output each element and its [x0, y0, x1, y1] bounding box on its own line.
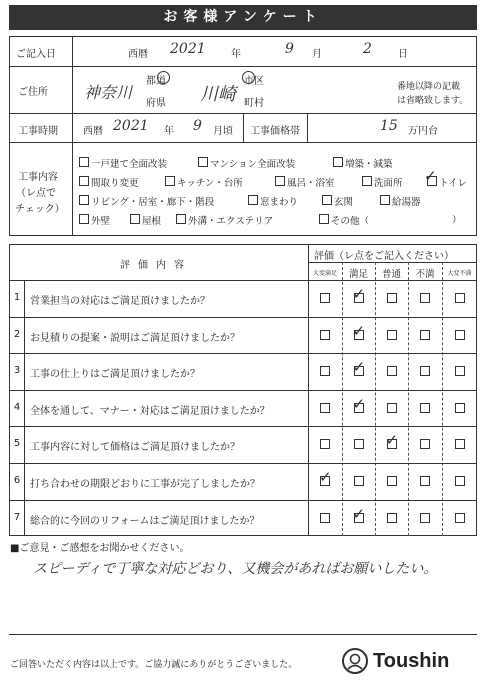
- question-number: 1: [13, 292, 21, 303]
- question-number: 5: [13, 438, 21, 450]
- entry-date-day-unit: 日: [398, 49, 408, 60]
- entry-date-label: ご記入日: [16, 49, 56, 60]
- address-prefecture[interactable]: 神奈川: [84, 83, 133, 102]
- rating-column-header: 普通: [381, 269, 401, 280]
- rating-checkbox[interactable]: [320, 439, 330, 449]
- price-range-unit: 万円台: [408, 126, 438, 137]
- rating-column-header: 不満: [415, 269, 435, 280]
- price-range-label: 工事価格帯: [250, 126, 300, 137]
- address-label: ご住所: [18, 87, 48, 98]
- address-city[interactable]: 川崎: [200, 84, 236, 105]
- content-option-label: 外溝・エクステリア: [188, 216, 274, 227]
- question-text: 工事の仕上りはご満足頂けましたか？: [30, 369, 200, 381]
- address-prefecture-units-bottom: 府県: [146, 98, 166, 109]
- entry-date-year[interactable]: 2021: [170, 41, 206, 57]
- content-checkbox[interactable]: [176, 214, 186, 224]
- rating-checkbox[interactable]: [320, 403, 330, 413]
- rating-checkbox[interactable]: [387, 330, 397, 340]
- check-mark-icon: ✓: [319, 468, 332, 486]
- rating-checkbox[interactable]: [354, 439, 364, 449]
- content-option-label: その他（: [331, 216, 370, 227]
- content-option-label: リビング・居室・廊下・階段: [91, 197, 215, 208]
- city-circle-mark: [242, 71, 255, 84]
- content-option-label: 窓まわり: [260, 197, 299, 208]
- content-option-label: キッチン・台所: [177, 178, 243, 189]
- content-option-label: 外壁: [91, 216, 111, 227]
- rating-checkbox[interactable]: [354, 476, 364, 486]
- construction-period-month[interactable]: 9: [193, 118, 202, 134]
- rating-checkbox[interactable]: [387, 476, 397, 486]
- content-option-label: 増築・減築: [345, 159, 393, 170]
- evaluation-rating-header: 評価（レ点をご記入ください）: [314, 251, 454, 262]
- rating-column-header: 大変満足: [312, 270, 337, 277]
- question-number: 3: [13, 365, 21, 377]
- rating-checkbox[interactable]: [387, 513, 397, 523]
- rating-checkbox[interactable]: [320, 513, 330, 523]
- entry-date-month-unit: 月: [312, 49, 322, 60]
- content-option-label: 風呂・浴室: [287, 178, 335, 189]
- construction-period-year[interactable]: 2021: [113, 118, 149, 134]
- check-mark-icon: ✓: [352, 394, 366, 413]
- check-mark-icon: ✓: [385, 431, 399, 450]
- content-option-label: 玄関: [334, 197, 354, 208]
- content-checkbox[interactable]: [275, 176, 285, 186]
- rating-checkbox[interactable]: [320, 293, 330, 303]
- comments-label: ■ご意見・ご感想をお聞かせください。: [10, 543, 190, 554]
- rating-checkbox[interactable]: [420, 513, 430, 523]
- check-mark-icon: ✓: [352, 321, 366, 340]
- construction-period-label: 工事時期: [18, 126, 58, 137]
- rating-checkbox[interactable]: [455, 366, 465, 376]
- check-mark-icon: ✓: [352, 504, 366, 523]
- check-mark-icon: ✓: [352, 285, 366, 303]
- content-checkbox[interactable]: [79, 195, 89, 205]
- check-mark-icon: ✓: [352, 358, 366, 377]
- rating-checkbox[interactable]: [320, 330, 330, 340]
- rating-checkbox[interactable]: [455, 476, 465, 486]
- entry-date-year-unit: 年: [231, 49, 241, 60]
- question-text: 工事内容に対して価格はご満足頂けましたか？: [30, 442, 240, 454]
- entry-date-month[interactable]: 9: [285, 41, 294, 57]
- rating-checkbox[interactable]: [320, 366, 330, 376]
- construction-period-era: 西暦: [83, 126, 103, 137]
- content-checkbox[interactable]: [79, 214, 89, 224]
- question-number: 6: [13, 475, 21, 486]
- question-text: 全体を通して、マナー・対応はご満足頂けましたか？: [30, 405, 270, 417]
- content-option-label: 一戸建て全面改装: [91, 159, 168, 170]
- content-checkbox[interactable]: [362, 176, 372, 186]
- rating-column-header: 大変不満: [447, 270, 472, 277]
- footer-thanks: ご回答いただく内容は以上です。ご協力誠にありがとうございました。: [10, 660, 298, 670]
- rating-column-header: 満足: [348, 269, 368, 280]
- content-checkbox[interactable]: [165, 176, 175, 186]
- entry-date-era: 西暦: [128, 49, 148, 60]
- rating-checkbox[interactable]: [387, 403, 397, 413]
- rating-checkbox[interactable]: [455, 403, 465, 413]
- content-checkbox[interactable]: [198, 157, 208, 167]
- entry-date-day[interactable]: 2: [363, 41, 372, 57]
- rating-checkbox[interactable]: [420, 330, 430, 340]
- price-range-value[interactable]: 15: [380, 118, 398, 134]
- prefecture-circle-mark: [157, 71, 170, 84]
- content-checkbox[interactable]: [380, 195, 390, 205]
- question-number: 2: [13, 328, 21, 340]
- rating-checkbox[interactable]: [387, 366, 397, 376]
- content-checkbox[interactable]: [79, 157, 89, 167]
- question-number: 7: [13, 511, 21, 523]
- content-checkbox[interactable]: [248, 195, 258, 205]
- content-checkbox[interactable]: [322, 195, 332, 205]
- question-number: 4: [13, 401, 21, 413]
- rating-checkbox[interactable]: [420, 403, 430, 413]
- comments-text[interactable]: スピーディで丁寧な対応どおり、又機会があればお願いしたい。: [33, 561, 438, 577]
- question-text: 総合的に今回のリフォームはご満足頂けましたか？: [30, 515, 260, 527]
- content-option-label: 給湯器: [392, 197, 421, 208]
- question-text: 打ち合わせの期限どおりに工事が完了しましたか？: [30, 479, 260, 490]
- construction-content-label-3: チェック）: [15, 204, 65, 215]
- address-prefecture-units-top: 都道: [146, 76, 166, 87]
- rating-checkbox[interactable]: [455, 513, 465, 523]
- footer-brand: Toushin: [373, 650, 450, 672]
- rating-checkbox[interactable]: [420, 366, 430, 376]
- other-close-paren: ）: [452, 215, 462, 226]
- construction-content-label-1: 工事内容: [18, 172, 58, 183]
- content-checkbox[interactable]: [130, 214, 140, 224]
- content-option-label: マンション全面改装: [210, 159, 296, 170]
- page-title: お客様アンケート: [9, 5, 477, 30]
- evaluation-content-header: 評価内容: [120, 260, 192, 271]
- content-option-label: 屋根: [142, 216, 162, 227]
- rating-checkbox[interactable]: [420, 476, 430, 486]
- address-city-units-top: 市区: [244, 76, 264, 87]
- rating-checkbox[interactable]: [455, 330, 465, 340]
- address-note-line2: は省略致します。: [397, 96, 469, 106]
- content-checkbox[interactable]: [319, 214, 329, 224]
- content-option-label: トイレ: [439, 178, 468, 189]
- toushin-logo-icon: [342, 648, 368, 674]
- construction-period-year-unit: 年: [164, 126, 174, 137]
- content-option-label: 洗面所: [374, 178, 403, 189]
- address-note-line1: 番地以降の記載: [397, 82, 461, 92]
- construction-period-month-unit: 月頃: [213, 126, 233, 137]
- construction-content-label-2: （レ点で: [16, 188, 56, 199]
- rating-checkbox[interactable]: [387, 293, 397, 303]
- rating-checkbox[interactable]: [455, 293, 465, 303]
- address-city-units-bottom: 町村: [244, 98, 264, 109]
- content-checkbox[interactable]: [79, 176, 89, 186]
- content-option-label: 間取り変更: [91, 178, 139, 189]
- question-text: お見積りの提案・説明はご満足頂けましたか？: [30, 332, 240, 344]
- rating-checkbox[interactable]: [420, 439, 430, 449]
- rating-checkbox[interactable]: [420, 293, 430, 303]
- question-text: 営業担当の対応はご満足頂けましたか？: [30, 296, 210, 307]
- content-checkbox[interactable]: [333, 157, 343, 167]
- check-mark-icon: ✓: [424, 167, 437, 185]
- rating-checkbox[interactable]: [455, 439, 465, 449]
